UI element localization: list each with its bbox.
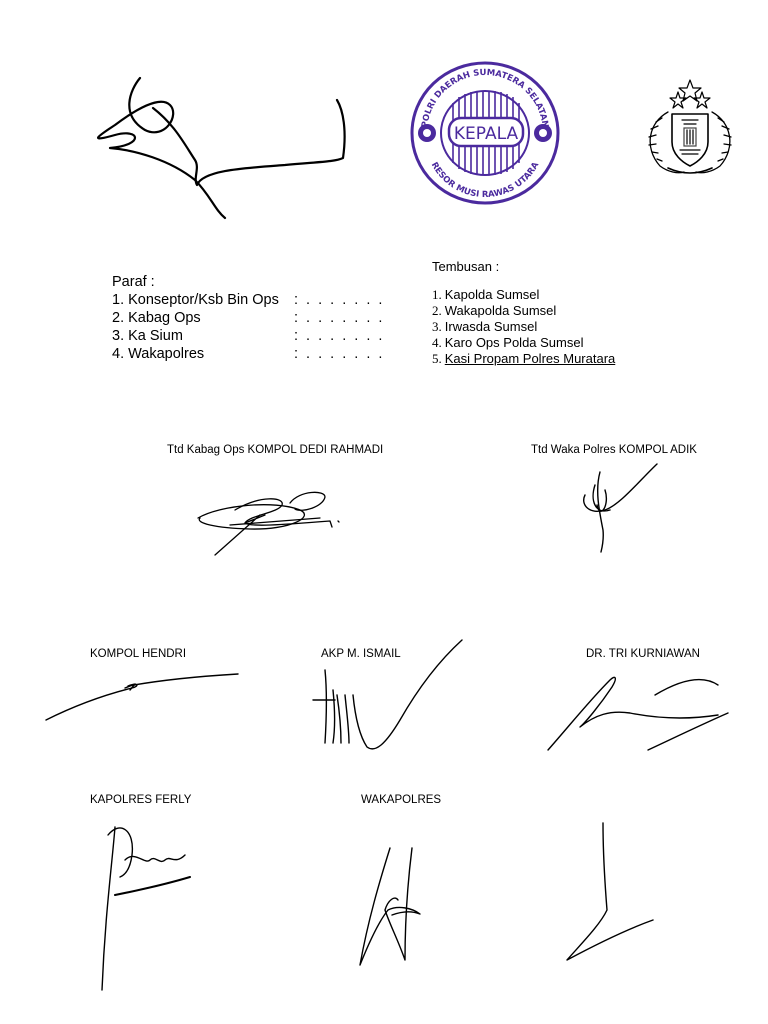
signature-wakapolres	[350, 840, 430, 970]
list-item-number: 3.	[432, 319, 442, 334]
paraf-row-label: 1. Konseptor/Ksb Bin Ops	[112, 292, 279, 308]
signature-ferly	[90, 815, 210, 995]
list-item	[432, 351, 615, 367]
list-item	[432, 319, 615, 335]
paraf-row-value: : . . . . . . .	[294, 328, 385, 344]
caption-kurniawan: DR. TRI KURNIAWAN	[586, 648, 700, 660]
paraf-block	[112, 273, 384, 363]
caption-wakapolres: WAKAPOLRES	[361, 794, 442, 806]
paraf-row	[112, 309, 384, 327]
paraf-row-label: 4. Wakapolres	[112, 346, 205, 362]
tembusan-block	[432, 259, 615, 367]
caption-ismail: AKP M. ISMAIL	[321, 648, 401, 660]
paraf-row	[112, 291, 384, 309]
list-item-text: Kasi Propam Polres Muratara	[444, 351, 616, 366]
signature-kabag-ops	[190, 485, 350, 560]
stamp-center-text: KEPALA	[453, 124, 519, 144]
list-item	[432, 303, 615, 319]
list-item-text: Karo Ops Polda Sumsel	[444, 335, 584, 350]
stamp-ring-text: POLRI DAERAH SUMATERA SELATAN	[420, 67, 550, 129]
caption-ferly: KAPOLRES FERLY	[90, 794, 192, 806]
list-item-number: 2.	[432, 303, 442, 318]
signature-hendri	[40, 668, 250, 728]
caption-kabag-ops: Ttd Kabag Ops KOMPOL DEDI RAHMADI	[167, 444, 384, 456]
caption-waka-polres: Ttd Waka Polres KOMPOL ADIK	[531, 444, 697, 456]
list-item-number: 5.	[432, 351, 442, 366]
list-item-number: 1.	[432, 287, 442, 302]
list-item-text: Wakapolda Sumsel	[444, 303, 557, 318]
paraf-row-value: : . . . . . . .	[294, 310, 385, 326]
signature-bottom-right	[555, 815, 665, 965]
paraf-title: Paraf :	[112, 274, 155, 290]
caption-hendri: KOMPOL HENDRI	[90, 648, 187, 660]
stamp-bottom-text: RESOR MUSI RAWAS UTARA	[428, 160, 542, 201]
paraf-row-label: 2. Kabag Ops	[112, 310, 201, 326]
tembusan-title: Tembusan :	[432, 259, 500, 274]
top-signature	[85, 70, 365, 230]
signature-ismail	[305, 635, 475, 760]
police-emblem-icon	[638, 78, 742, 178]
list-item-number: 4.	[432, 335, 442, 350]
list-item-text: Irwasda Sumsel	[444, 319, 538, 334]
signature-kurniawan	[540, 665, 735, 760]
paraf-row-value: : . . . . . . .	[294, 346, 385, 362]
official-stamp	[405, 57, 565, 209]
paraf-row-label: 3. Ka Sium	[112, 328, 183, 344]
list-item	[432, 335, 615, 351]
list-item-text: Kapolda Sumsel	[444, 287, 540, 302]
list-item	[432, 287, 615, 303]
paraf-row	[112, 327, 384, 345]
paraf-row	[112, 345, 384, 363]
paraf-row-value: : . . . . . . .	[294, 292, 385, 308]
tembusan-list	[432, 287, 615, 367]
signature-waka-polres	[575, 460, 665, 555]
